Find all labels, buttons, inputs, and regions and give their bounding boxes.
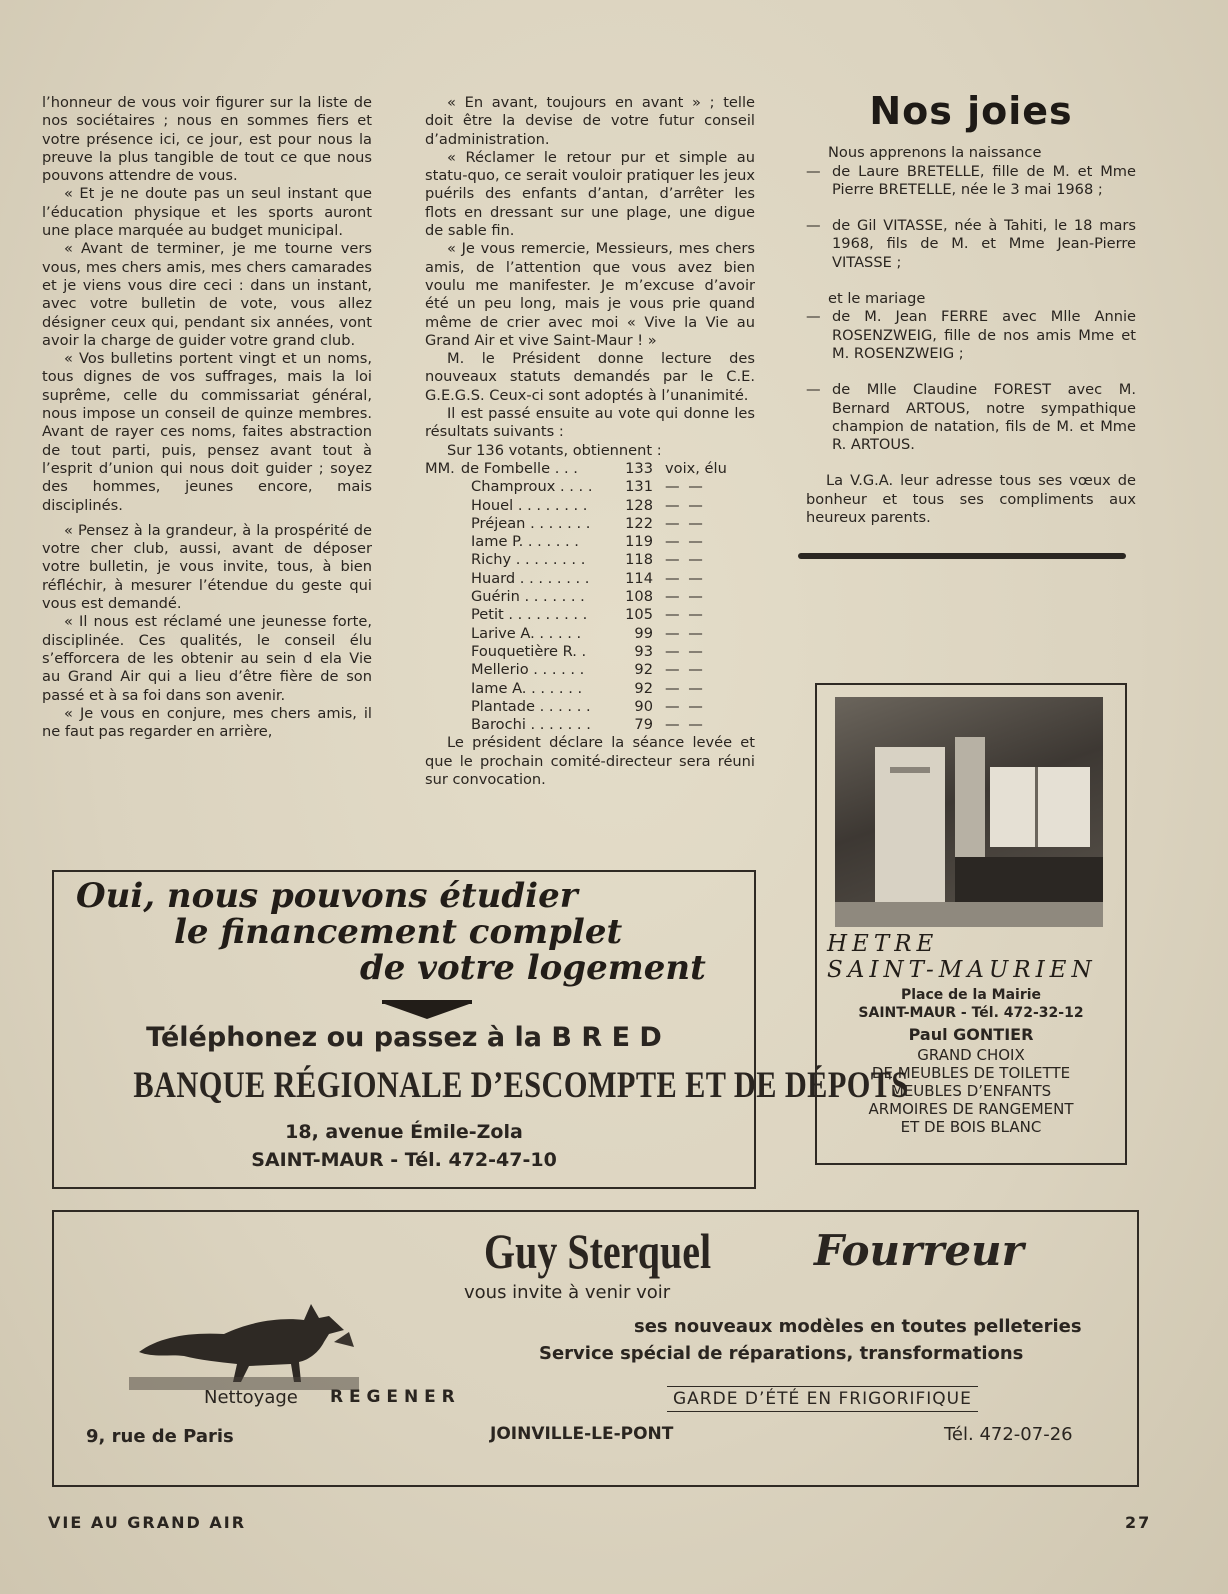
votes-intro: Sur 136 votants, obtiennent : xyxy=(447,441,662,459)
paragraph: « Vos bulletins portent vingt et un noms, tous dignes de vos suffrages, mais la loi suprême, celle du commissariat général, nous impose un conseil de quinze membres. Avant de rayer ces noms, faites abstraction de tout parti, puis, pensez avant tout à l’esprit d’union qui nous doit guider ; soyez des hommes, jeunes encore, mais disciplinés. xyxy=(42,350,372,514)
ad-headline-line2: le financement complet xyxy=(174,912,623,952)
paragraph: « Avant de terminer, je me tourne vers vous, mes chers amis, mes chers camarades et je viens vous dire ceci : dans un instant, avec votre bulletin de vote, vous allez désigner ceux qui, pendant six années, vont avoir la charge de guider votre grand club. xyxy=(42,240,372,349)
vote-mark: voix, élu xyxy=(665,459,727,477)
vote-mark: — — xyxy=(665,642,705,660)
shop-title-line1: HETRE xyxy=(827,931,939,957)
vote-count: 92 xyxy=(634,661,653,679)
vote-count: 92 xyxy=(634,679,653,697)
candidate-name xyxy=(425,661,601,679)
ad-headline-line1: Oui, nous pouvons étudier xyxy=(76,876,578,916)
kitchen-photo xyxy=(835,697,1103,927)
vote-row xyxy=(425,606,755,624)
paragraph: « Je vous en conjure, mes chers amis, il ne faut pas regarder en arrière, xyxy=(42,704,372,741)
shop-owner: Paul GONTIER xyxy=(908,1025,1034,1044)
vote-mark: — — xyxy=(665,569,705,587)
shop-line: ET DE BOIS BLANC xyxy=(900,1118,1042,1136)
dash: — xyxy=(806,308,821,326)
section-divider xyxy=(798,553,1126,559)
vote-count: 119 xyxy=(625,533,653,551)
vote-row xyxy=(425,588,755,606)
candidate-name-text: Guérin . . . . . . . xyxy=(471,588,585,606)
joies-closing: La V.G.A. leur adresse tous ses vœux de bonheur et tous ses compliments aux heureux parents. xyxy=(806,472,1136,527)
candidate-name xyxy=(425,551,601,569)
candidate-name-text: Préjean . . . . . . . xyxy=(471,514,591,532)
vote-prefix: MM. xyxy=(425,459,455,477)
section-title: Nos joies xyxy=(869,89,1073,133)
vote-count: 122 xyxy=(625,514,653,532)
ad-call-to-action: Téléphonez ou passez à la B R E D xyxy=(146,1022,662,1053)
fur-phone: Tél. 472-07-26 xyxy=(944,1424,1073,1445)
article-column-2 xyxy=(425,94,755,789)
dash: — xyxy=(806,162,821,180)
candidate-name-text: Mellerio . . . . . . xyxy=(471,661,585,679)
birth-text: de Laure BRETELLE, fille de M. et Mme Pierre BRETELLE, née le 3 mai 1968 ; xyxy=(832,162,1136,198)
fur-advertisement xyxy=(52,1210,1139,1487)
vote-row xyxy=(425,515,755,533)
candidate-name-text: Richy . . . . . . . . xyxy=(471,551,586,569)
vote-count: 105 xyxy=(625,606,653,624)
shop-line: ARMOIRES DE RANGEMENT xyxy=(868,1100,1074,1118)
marriage-text: de M. Jean FERRE avec Mlle Annie ROSENZWEIG, fille de nos amis Mme et M. ROSENZWEIG ; xyxy=(832,308,1136,362)
candidate-name xyxy=(425,515,601,533)
fur-city: JOINVILLE-LE-PONT xyxy=(490,1424,674,1444)
vote-row xyxy=(425,551,755,569)
candidate-name xyxy=(425,478,601,496)
vote-mark: — — xyxy=(665,716,705,734)
candidate-name xyxy=(425,460,601,478)
vote-count: 99 xyxy=(634,624,653,642)
candidate-name xyxy=(425,588,601,606)
candidate-name-text: Huard . . . . . . . . xyxy=(471,569,590,587)
shop-line: MEUBLES D’ENFANTS xyxy=(890,1082,1052,1100)
paragraph: « Je vous remercie, Messieurs, mes chers amis, de l’attention que vous avez bien voulu me manifester. Je m’excuse d’avoir été un peu long, mais je vous prie quand même de crier avec moi « Vive la Vie au Grand Air et vive Saint-Maur ! » xyxy=(425,240,755,349)
paragraph: « Il nous est réclamé une jeunesse forte, disciplinée. Ces qualités, le conseil élu s’efforcera de les obtenir au sein d ela Vie au Grand Air qui a lieu d’être fière de son passé et à sa foi dans son avenir. xyxy=(42,613,372,704)
candidate-name xyxy=(425,625,601,643)
vote-row xyxy=(425,661,755,679)
hetre-advertisement xyxy=(815,683,1127,1165)
candidate-name xyxy=(425,606,601,624)
candidate-name xyxy=(425,698,601,716)
vote-row xyxy=(425,698,755,716)
shop-line: GRAND CHOIX xyxy=(917,1046,1025,1064)
vote-count: 90 xyxy=(634,697,653,715)
vote-count: 108 xyxy=(625,588,653,606)
vote-mark: — — xyxy=(665,551,705,569)
vote-count: 114 xyxy=(625,569,653,587)
vote-count: 79 xyxy=(634,716,653,734)
joies-intro: Nous apprenons la naissance xyxy=(828,144,1042,162)
fur-line1: ses nouveaux modèles en toutes pelleteries xyxy=(634,1316,1082,1337)
vote-mark: — — xyxy=(665,624,705,642)
candidate-name-text: Plantade . . . . . . xyxy=(471,697,591,715)
nos-joies-column xyxy=(806,89,1136,559)
marriage-entry xyxy=(806,381,1136,454)
vote-row xyxy=(425,533,755,551)
vote-row xyxy=(425,460,755,478)
paragraph: l’honneur de vous voir figurer sur la liste de nos sociétaires ; nous en sommes fiers et votre présence ici, ce jour, est pour nous la preuve la plus tangible de tout ce que nous pouvons attendre de vous. xyxy=(42,94,372,185)
candidate-name-text: Fouquetière R. . xyxy=(471,642,587,660)
fur-line2: Service spécial de réparations, transformations xyxy=(539,1343,1024,1364)
paragraph: « En avant, toujours en avant » ; telle doit être la devise de votre futur conseil d’administration. xyxy=(425,94,755,148)
storage-label: GARDE D’ÉTÉ EN FRIGORIFIQUE xyxy=(667,1386,978,1412)
paragraph: « Pensez à la grandeur, à la prospérité de votre cher club, aussi, avant de déposer votre bulletin, je vous invite, tous, à bien réfléchir, à mesurer l’étendue du geste qui vous est demandé. xyxy=(42,521,372,613)
birth-entry xyxy=(806,163,1136,200)
vote-mark: — — xyxy=(665,478,705,496)
candidate-name-text: Iame A. . . . . . . xyxy=(471,679,583,697)
candidate-name-text: Iame P. . . . . . . xyxy=(471,533,579,551)
magazine-footer: VIE AU GRAND AIR xyxy=(48,1513,247,1532)
vote-row xyxy=(425,716,755,734)
candidate-name xyxy=(425,716,601,734)
dash: — xyxy=(806,217,821,235)
invite-text: vous invite à venir voir xyxy=(464,1282,671,1303)
paragraph: Il est passé ensuite au vote qui donne les résultats suivants : xyxy=(425,405,755,441)
vote-mark: — — xyxy=(665,679,705,697)
fur-address: 9, rue de Paris xyxy=(86,1426,234,1447)
vote-mark: — — xyxy=(665,661,705,679)
candidate-name xyxy=(425,497,601,515)
fox-icon xyxy=(129,1282,359,1392)
candidate-name-text: Barochi . . . . . . . xyxy=(471,716,591,734)
marriage-text: de Mlle Claudine FOREST avec M. Bernard ARTOUS, notre sympathique champion de natation, fils de M. et Mme R. ARTOUS. xyxy=(832,381,1136,454)
shop-place: Place de la Mairie xyxy=(900,987,1042,1003)
closing-paragraph: Le président déclare la séance levée et que le prochain comité-directeur sera réuni sur convocation. xyxy=(425,734,755,788)
bank-address: 18, avenue Émile-Zola xyxy=(285,1121,523,1143)
furrier-name: Guy Sterquel xyxy=(484,1223,712,1279)
vote-row xyxy=(425,680,755,698)
vote-row xyxy=(425,478,755,496)
regener-label: R E G E N E R xyxy=(330,1387,455,1407)
candidate-name-text: Houel . . . . . . . . xyxy=(471,496,588,514)
vote-results-table xyxy=(425,460,755,734)
shop-line: DE MEUBLES DE TOILETTE xyxy=(871,1064,1071,1082)
ad-headline-line3: de votre logement xyxy=(360,948,706,988)
bank-city-phone: SAINT-MAUR - Tél. 472-47-10 xyxy=(251,1149,557,1171)
birth-text: de Gil VITASSE, née à Tahiti, le 18 mars 1968, fils de M. et Mme Jean-Pierre VITASSE ; xyxy=(832,217,1136,271)
vote-row xyxy=(425,497,755,515)
paragraph: M. le Président donne lecture des nouveaux statuts demandés par le C.E. G.E.G.S. Ceux-ci sont adoptés à l’unanimité. xyxy=(425,350,755,404)
candidate-name xyxy=(425,643,601,661)
bank-name: BANQUE RÉGIONALE D’ESCOMPTE ET DE DÉPOTS xyxy=(133,1065,909,1106)
vote-mark: — — xyxy=(665,588,705,606)
vote-count: 128 xyxy=(625,496,653,514)
vote-row xyxy=(425,570,755,588)
vote-row xyxy=(425,625,755,643)
vote-mark: — — xyxy=(665,697,705,715)
article-column-1 xyxy=(42,94,372,741)
vote-mark: — — xyxy=(665,514,705,532)
vote-mark: — — xyxy=(665,496,705,514)
furrier-trade: Fourreur xyxy=(814,1226,1024,1275)
candidate-name-text: Champroux . . . . xyxy=(471,478,593,496)
marriage-entry xyxy=(806,308,1136,363)
candidate-name xyxy=(425,570,601,588)
page-number: 27 xyxy=(1125,1513,1152,1532)
shop-city-phone: SAINT-MAUR - Tél. 472-32-12 xyxy=(858,1005,1084,1021)
marriage-intro: et le mariage xyxy=(828,290,926,308)
vote-mark: — — xyxy=(665,533,705,551)
candidate-name xyxy=(425,680,601,698)
cleaning-label: Nettoyage xyxy=(204,1387,298,1408)
paragraph: « Réclamer le retour pur et simple au statu-quo, ce serait vouloir pratiquer les jeux puérils des enfants d’antan, d’arrêter les flots en dressant sur une plage, une digue de sable fin. xyxy=(425,148,755,240)
dash: — xyxy=(806,381,821,399)
vote-count: 118 xyxy=(625,551,653,569)
paragraph: « Et je ne doute pas un seul instant que l’éducation physique et les sports auront une place marquée au budget municipal. xyxy=(42,185,372,240)
candidate-name xyxy=(425,533,601,551)
shop-title-line2: SAINT-MAURIEN xyxy=(827,957,1097,983)
candidate-name-text: Petit . . . . . . . . . xyxy=(471,606,588,624)
candidate-name-text: Larive A. . . . . . xyxy=(471,624,582,642)
vote-count: 133 xyxy=(625,459,653,477)
vote-mark: — — xyxy=(665,606,705,624)
arrow-down-icon xyxy=(382,1003,472,1019)
vote-count: 93 xyxy=(634,642,653,660)
birth-entry xyxy=(806,217,1136,272)
vote-row xyxy=(425,643,755,661)
candidate-name-text: de Fombelle . . . xyxy=(460,459,578,477)
vote-count: 131 xyxy=(625,478,653,496)
